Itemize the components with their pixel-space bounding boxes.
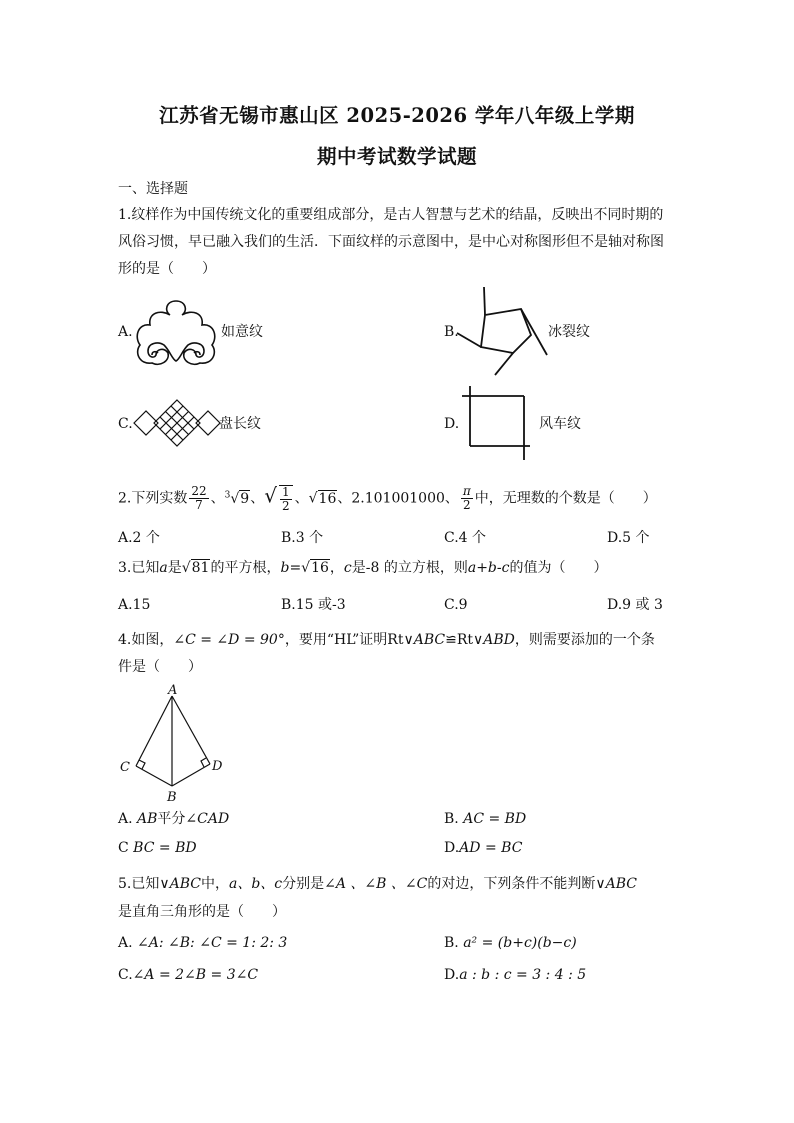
q4-option-d — [444, 838, 522, 858]
q5-triangle: ABC — [169, 876, 201, 892]
q2-fraction-22-7 — [189, 485, 208, 512]
q3-text-d: ， — [329, 560, 344, 576]
q1-option-d-name: 风车纹 — [539, 416, 581, 432]
q4-option-d-math: AD = BC — [459, 840, 523, 856]
q3-expression: a+b-c — [467, 560, 510, 576]
q4-option-c-math: BC = BD — [133, 840, 197, 856]
q4-label-a: A — [168, 683, 178, 698]
q5-option-b-math: a² = (b+c)(b−c) — [463, 935, 577, 951]
q4-option-a-math2: ∠CAD — [185, 811, 230, 827]
q2-sqrt-half-num: 1 — [281, 484, 290, 499]
q5-triangle-symbol: ∨ — [159, 876, 170, 892]
q5-text-d: 的对边，下列条件不能判断 — [427, 876, 596, 892]
q4-rt2: Rt — [456, 632, 474, 648]
q4-label-c: C — [120, 760, 130, 775]
q1-text-line2: 风俗习惯，早已融入我们的生活．下面纹样的示意图中，是中心对称图形但不是轴对称图 — [118, 234, 664, 250]
q5-sides: a、b、c — [228, 876, 283, 892]
q1-option-c-letter: C. — [118, 416, 133, 432]
q2-sep3: 、 — [294, 490, 309, 507]
q3-sqrt16-radicand: 16 — [311, 560, 329, 576]
q2-sqrt-half — [279, 485, 293, 513]
q4-option-b — [444, 809, 526, 829]
q3-eq: = — [289, 560, 302, 576]
q4-option-c-letter: C — [118, 840, 129, 856]
q5-option-c-math: ∠A = 2∠B = 3∠C — [132, 967, 259, 983]
q2-text-line — [118, 480, 657, 514]
q4-text-line1 — [118, 630, 655, 650]
windmill-pattern-figure — [460, 384, 532, 462]
q3-option-b: B.15 或-3 — [281, 597, 346, 613]
q4-triangle-symbol1: ∨ — [403, 632, 414, 648]
q4-angle-condition: ∠C = ∠D = 90° — [173, 632, 285, 648]
q5-option-d-letter: D. — [444, 967, 460, 983]
q4-option-a-text: 平分 — [157, 811, 186, 827]
q5-text-b: 中， — [200, 876, 229, 892]
q3-sqrt81-radicand: 81 — [191, 560, 210, 576]
q4-text-b: ，要用“HL”证明Rt — [284, 632, 404, 648]
q4-option-a-letter: A. — [118, 811, 133, 827]
q3-option-c: C.9 — [444, 597, 468, 613]
q2-sep4: 、 — [337, 490, 352, 507]
q3-text-e: 是-8 的立方根，则 — [351, 560, 468, 576]
q1-text-line3: 形的是（ ） — [118, 261, 216, 277]
ice-crack-pattern-figure — [455, 285, 550, 377]
q2-suffix: 中，无理数的个数是（ ） — [474, 490, 657, 507]
q1-text-line1: 1.纹样作为中国传统文化的重要组成部分，是古人智慧与艺术的结晶，反映出不同时期的 — [118, 207, 664, 223]
q5-triangle-symbol2: ∨ — [595, 876, 606, 892]
q3-text-b: 是 — [167, 560, 182, 576]
q2-prefix: 2.下列实数 — [118, 490, 188, 507]
q3-text-line — [118, 558, 607, 578]
exam-title-line2: 期中考试数学试题 — [316, 145, 477, 168]
q2-cbrt: $^3$√9 — [224, 490, 250, 507]
q4-triangle-symbol2: ∨ — [473, 632, 484, 648]
q5-option-a — [118, 933, 287, 953]
q2-option-b: B.3 个 — [281, 530, 324, 546]
q4-option-a — [118, 809, 229, 829]
q2-decimal: 2.101001000 — [351, 490, 445, 507]
q5-option-b — [444, 933, 577, 953]
endless-knot-pattern-figure — [132, 398, 222, 448]
q5-text-line2: 是直角三角形的是（ ） — [118, 904, 286, 920]
q5-angles: ∠A 、∠B 、∠C — [324, 876, 428, 892]
q4-option-a-math: AB — [137, 811, 158, 827]
q2-sqrt16: √16 — [308, 490, 337, 507]
q4-label-b: B — [167, 790, 177, 805]
q5-option-c-letter: C. — [118, 967, 133, 983]
q5-option-d-math: a : b : c = 3 : 4 : 5 — [459, 967, 587, 983]
q4-triangle-figure — [114, 682, 226, 806]
q2-fraction-pi-2 — [461, 485, 473, 512]
q4-triangle1: ABC — [413, 632, 446, 648]
q5-text-a: 5.已知 — [118, 876, 160, 892]
q2-sqrt-half-sign: √ — [264, 483, 277, 508]
q3-sqrt81: √81 — [181, 560, 210, 576]
q4-congruent: ≌ — [445, 632, 457, 648]
q3-option-d: D.9 或 3 — [607, 597, 663, 613]
q4-text-line2: 件是（ ） — [118, 659, 202, 675]
q3-var-b: b — [280, 560, 290, 576]
q2-option-a: A.2 个 — [118, 530, 160, 546]
q5-option-d — [444, 965, 586, 985]
q5-option-a-letter: A. — [118, 935, 133, 951]
q3-text-c: 的平方根， — [210, 560, 281, 576]
q5-triangle2: ABC — [605, 876, 637, 892]
q2-sqrt16-radicand: 16 — [318, 490, 337, 507]
q4-option-b-math: AC = BD — [463, 811, 527, 827]
q3-var-a: a — [159, 560, 168, 576]
q2-sep5: 、 — [444, 490, 459, 507]
q3-sqrt16: √16 — [301, 560, 329, 576]
q2-option-c: C.4 个 — [444, 530, 487, 546]
q5-option-b-letter: B. — [444, 935, 459, 951]
q1-option-d-letter: D. — [444, 416, 460, 432]
q1-option-c-name: 盘长纹 — [219, 416, 261, 432]
q5-text-line1 — [118, 874, 637, 894]
q2-option-d: D.5 个 — [607, 530, 650, 546]
q1-option-a-letter: A. — [118, 324, 133, 340]
q1-option-a-name: 如意纹 — [221, 324, 263, 340]
q3-text-f: 的值为（ ） — [509, 560, 608, 576]
q2-pi-num: π — [462, 484, 471, 499]
q1-option-b-name: 冰裂纹 — [548, 324, 590, 340]
q3-var-c: c — [343, 560, 352, 576]
q2-pi-den: 2 — [463, 498, 471, 513]
q2-frac1-num: 22 — [191, 484, 207, 499]
q4-label-d: D — [212, 759, 223, 774]
q4-text-c: ，则需要添加的一个条 — [514, 632, 655, 648]
q4-option-c — [118, 838, 197, 858]
q5-option-a-math: ∠A: ∠B: ∠C = 1: 2: 3 — [137, 935, 288, 951]
q5-text-c: 分别是 — [282, 876, 325, 892]
q1-option-b-letter: B. — [444, 324, 459, 340]
q4-triangle2: ABD — [483, 632, 515, 648]
q2-sqrt-half-den: 2 — [281, 498, 290, 513]
ruyi-pattern-figure — [130, 295, 222, 375]
q2-sep1: 、 — [210, 490, 225, 507]
q2-frac1-den: 7 — [195, 498, 203, 513]
q5-option-c — [118, 965, 258, 985]
q4-option-d-letter: D. — [444, 840, 460, 856]
q3-option-a: A.15 — [118, 597, 151, 613]
q2-cbrt-radicand: 9 — [240, 490, 250, 507]
q4-text-a: 4.如图， — [118, 632, 174, 648]
section-heading: 一、选择题 — [118, 181, 188, 197]
q2-cbrt-index: 3 — [224, 490, 231, 500]
exam-title-line1: 江苏省无锡市惠山区 2025-2026 学年八年级上学期 — [159, 104, 635, 127]
q3-text-a: 3.已知 — [118, 560, 160, 576]
q4-option-b-letter: B. — [444, 811, 459, 827]
q2-sep2: 、 — [250, 490, 265, 507]
